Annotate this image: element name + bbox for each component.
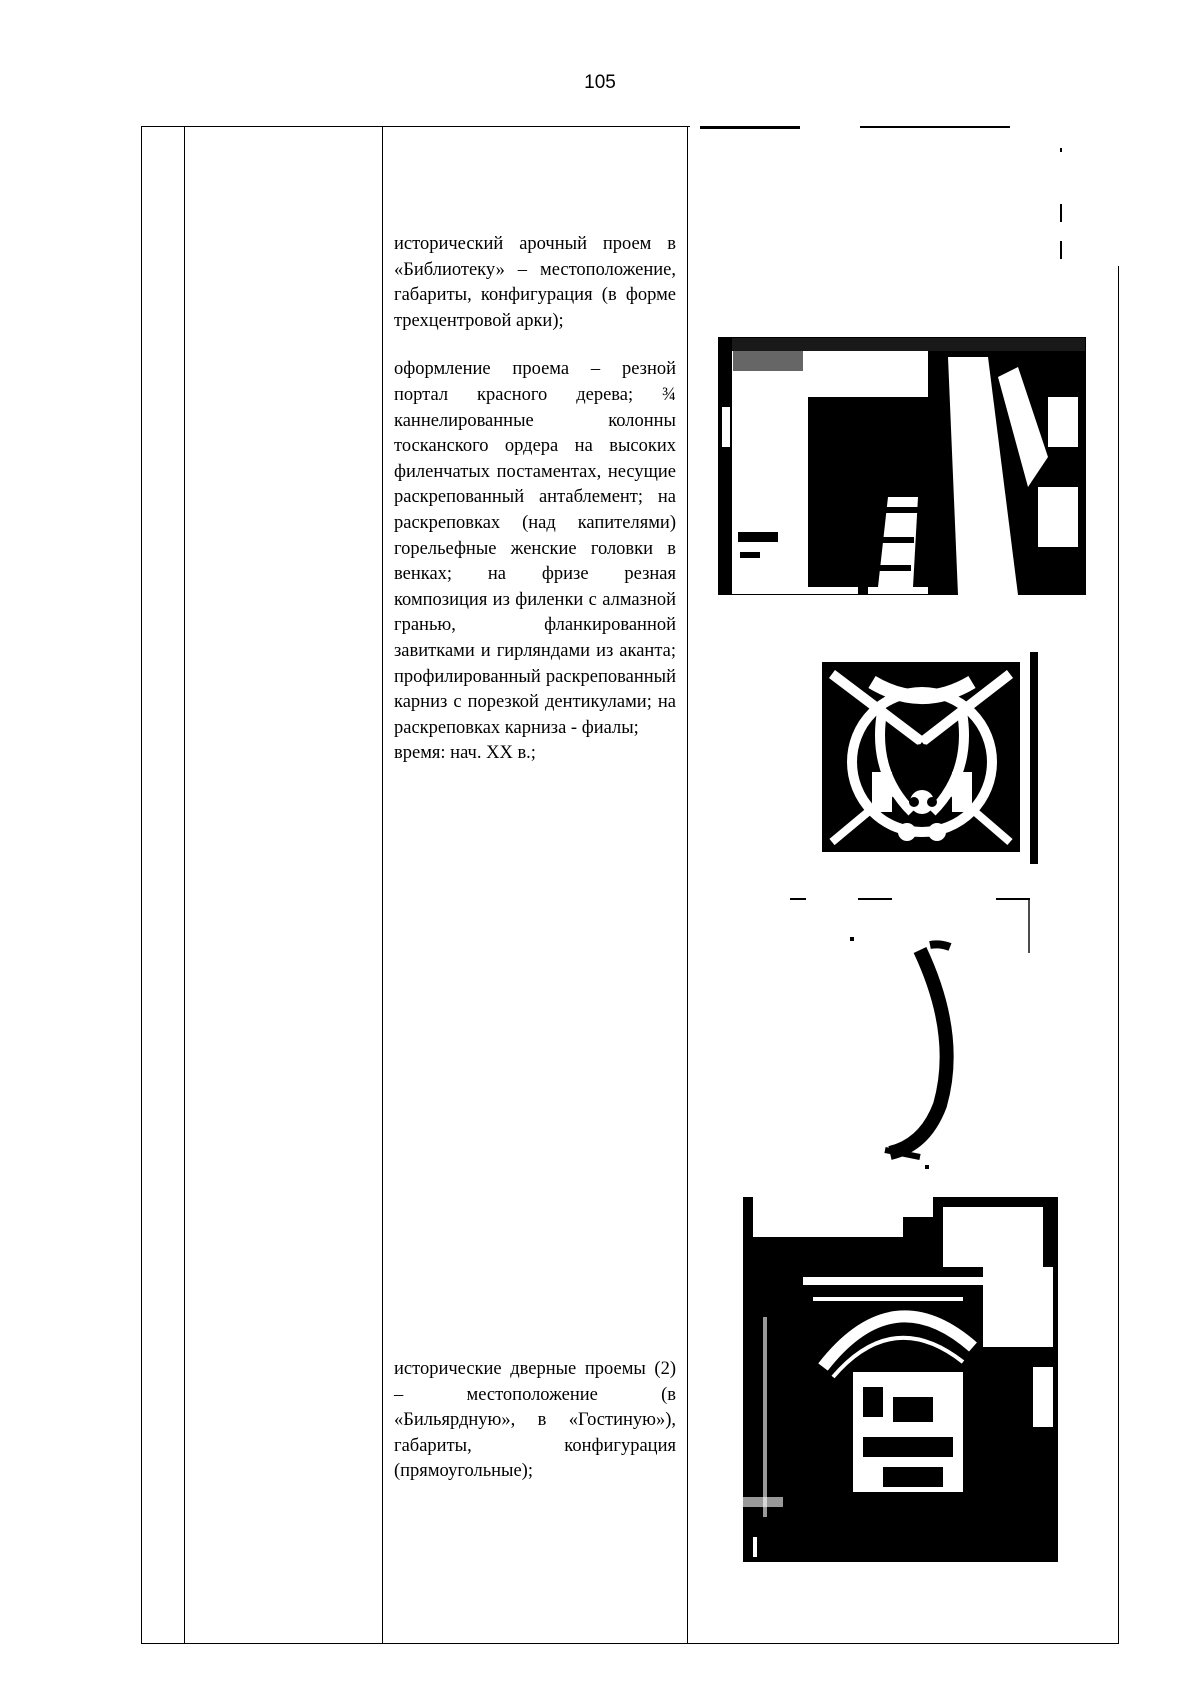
column-divider-1 [184, 127, 185, 1643]
carved-frieze-ornament-photo [812, 652, 1044, 864]
scan-artifact-top [690, 126, 1120, 266]
doorways-description [394, 1357, 676, 1485]
column-divider-3 [687, 127, 688, 1643]
portal-decoration-text: оформление проема – резной портал красного дерева; ¾ каннелированные колонны тосканского ордера на высоких филенчатых постаментах, несущие раскрепованный антаблемент; на раскреповках (над капителями) горельефные женские головки в венках; на фризе резная композиция из филенки с алмазной гранью, фланкированной завитками и гирляндами из аканта; профилированный раскрепованный карниз с порезкой дентикулами; на раскреповках карниза - фиалы; [394, 359, 676, 738]
doorways-text: исторические дверные проемы (2) – местоположение (в «Бильярдную», в «Гостиную»), габариты, конфигурация (прямоугольные); [394, 1359, 676, 1482]
page-number: 105 [584, 72, 616, 93]
column-divider-2 [382, 127, 383, 1643]
library-arch-interior-photo [718, 337, 1086, 595]
arch-fragment-photo [790, 895, 1040, 1175]
billiard-room-doorway-photo [743, 1197, 1058, 1562]
arch-date-text: время: нач. XX в.; [394, 743, 536, 764]
arch-location-text: исторический арочный проем в «Библиотеку» – местоположение, габариты, конфигурация (в форме трехцентровой арки); [394, 234, 676, 331]
arch-description [394, 232, 676, 767]
